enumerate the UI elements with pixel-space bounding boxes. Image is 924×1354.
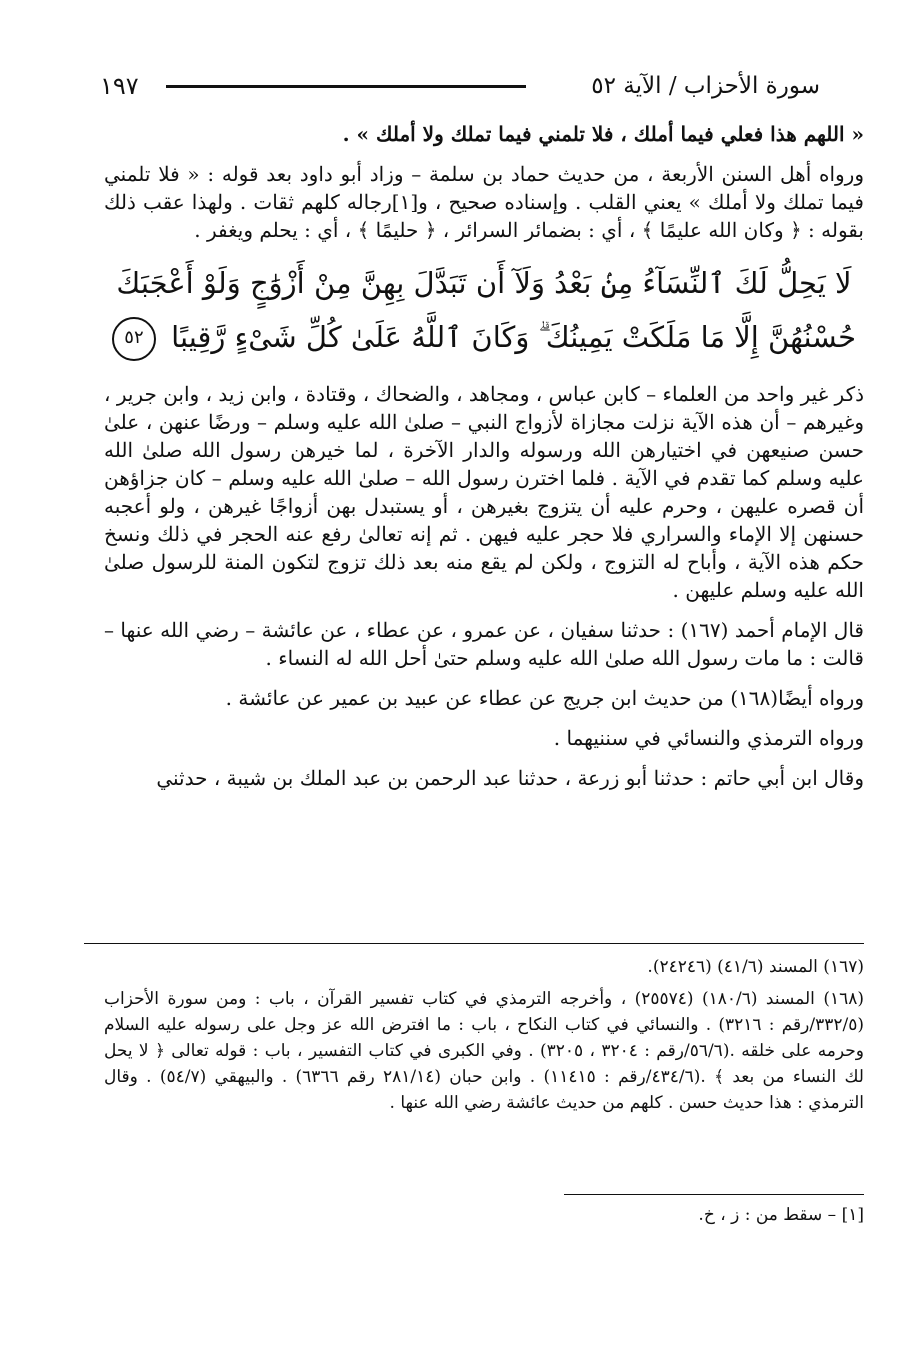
footnote-167: (١٦٧) المسند (٤١/٦) (٢٤٢٤٦). [647,957,864,977]
paragraph-tafsir: ذكر غير واحد من العلماء – كابن عباس ، ومجاهد ، والضحاك ، وقتادة ، وابن زيد ، وابن جرير ، وغيرهم – أن هذه الآية نزلت مجازاة لأزواج النبي – صلىٰ الله عليه وسلم – ورضًا عنهن ، علىٰ حسن صنيعهن في اختيارهن الله ورسوله والدار الآخرة ، لما خيرهن رسول الله صلىٰ الله عليه وسلم كما تقدم في الآية . فلما اخترن رسول الله – صلىٰ الله عليه وسلم – كان جزاؤهن أن قصره عليهن ، وحرم عليه أن يتزوج بغيرهن ، أو يستبدل بهن أزواجًا غيرهن ، ولو أعجبه حسنهن إلا الإماء والسراري فلا حجر عليه فيهن . ثم إنه تعالىٰ رفع عنه الحجر في ذلك ونسخ حكم هذه الآية ، وأباح له التزوج ، ولكن لم يقع منه بعد ذلك تزوج لتكون المنة للرسول صلىٰ الله عليه وسلم عليهن . [104,382,865,602]
editor-note-divider [564,1194,864,1195]
paragraph-sunan: ورواه أهل السنن الأربعة ، من حديث حماد بن سلمة – وزاد أبو داود بعد قوله : « فلا تلمني فيما تملك ولا أملك » يعني القلب . وإسناده صحيح ، و[١]رجاله كلهم ثقات . ولهذا عقب ذلك بقوله : ﴿ وكان الله عليمًا ﴾ ، أي : بضمائر السرائر ، ﴿ حليمًا ﴾ ، أي : يحلم ويغفر . [104,162,864,242]
quran-verse [104,256,864,364]
hadith-quote: « اللهم هذا فعلي فيما أملك ، فلا تلمني فيما تملك ولا أملك » . [342,122,864,146]
editor-note: [١] – سقط من : ز ، خ. [698,1205,864,1225]
running-title: سورة الأحزاب / الآية ٥٢ [591,73,820,99]
main-text [104,120,864,804]
paragraph-abi-hatim: وقال ابن أبي حاتم : حدثنا أبو زرعة ، حدثنا عبد الرحمن بن عبد الملك بن شيبة ، حدثني [156,766,864,790]
footnotes [104,954,864,1122]
page-header [100,68,820,104]
page-number: ١٩٧ [100,72,139,100]
verse-text: لَا يَحِلُّ لَكَ ٱلنِّسَآءُ مِنۢ بَعْدُ وَلَآ أَن تَبَدَّلَ بِهِنَّ مِنْ أَزْوَٰجٍ وَلَوْ أَعْجَبَكَ حُسْنُهُنَّ إِلَّا مَا مَلَكَتْ يَمِينُكَ ۗ وَكَانَ ٱللَّهُ عَلَىٰ كُلِّ شَىْءٍ رَّقِيبًا [116,266,857,354]
footnote-divider [84,943,864,944]
header-rule [166,85,526,88]
paragraph-ahmad: قال الإمام أحمد (١٦٧) : حدثنا سفيان ، عن عمرو ، عن عطاء ، عن عائشة – رضي الله عنها – قالت : ما مات رسول الله صلىٰ الله عليه وسلم حتىٰ أحل الله له النساء . [104,618,864,670]
ayah-number-marker: ٥٢ [112,317,156,361]
paragraph-tirmidhi: ورواه الترمذي والنسائي في سننيهما . [553,726,864,750]
paragraph-also: ورواه أيضًا(١٦٨) من حديث ابن جريج عن عطاء عن عبيد بن عمير عن عائشة . [225,686,864,710]
footnote-168: (١٦٨) المسند (١٨٠/٦) (٢٥٥٧٤) ، وأخرجه الترمذي في كتاب تفسير القرآن ، باب : ومن سورة الأحزاب (٣٣٢/٥/رقم : ٣٢١٦) . والنسائي في كتاب النكاح ، باب : ما افترض الله عز وجل على رسوله عليه السلام وحرمه على خلقه .(٥٦/٦/رقم : ٣٢٠٤ ، ٣٢٠٥) . وفي الكبرى في كتاب التفسير ، باب : قوله تعالى ﴿ لا يحل لك النساء من بعد ﴾ .(٤٣٤/٦/رقم : ١١٤١٥) . وابن حبان (٢٨١/١٤ رقم ٦٣٦٦) . والبيهقي (٥٤/٧) . وقال الترمذي : هذا حديث حسن . كلهم من حديث عائشة رضي الله عنها . [104,989,865,1113]
